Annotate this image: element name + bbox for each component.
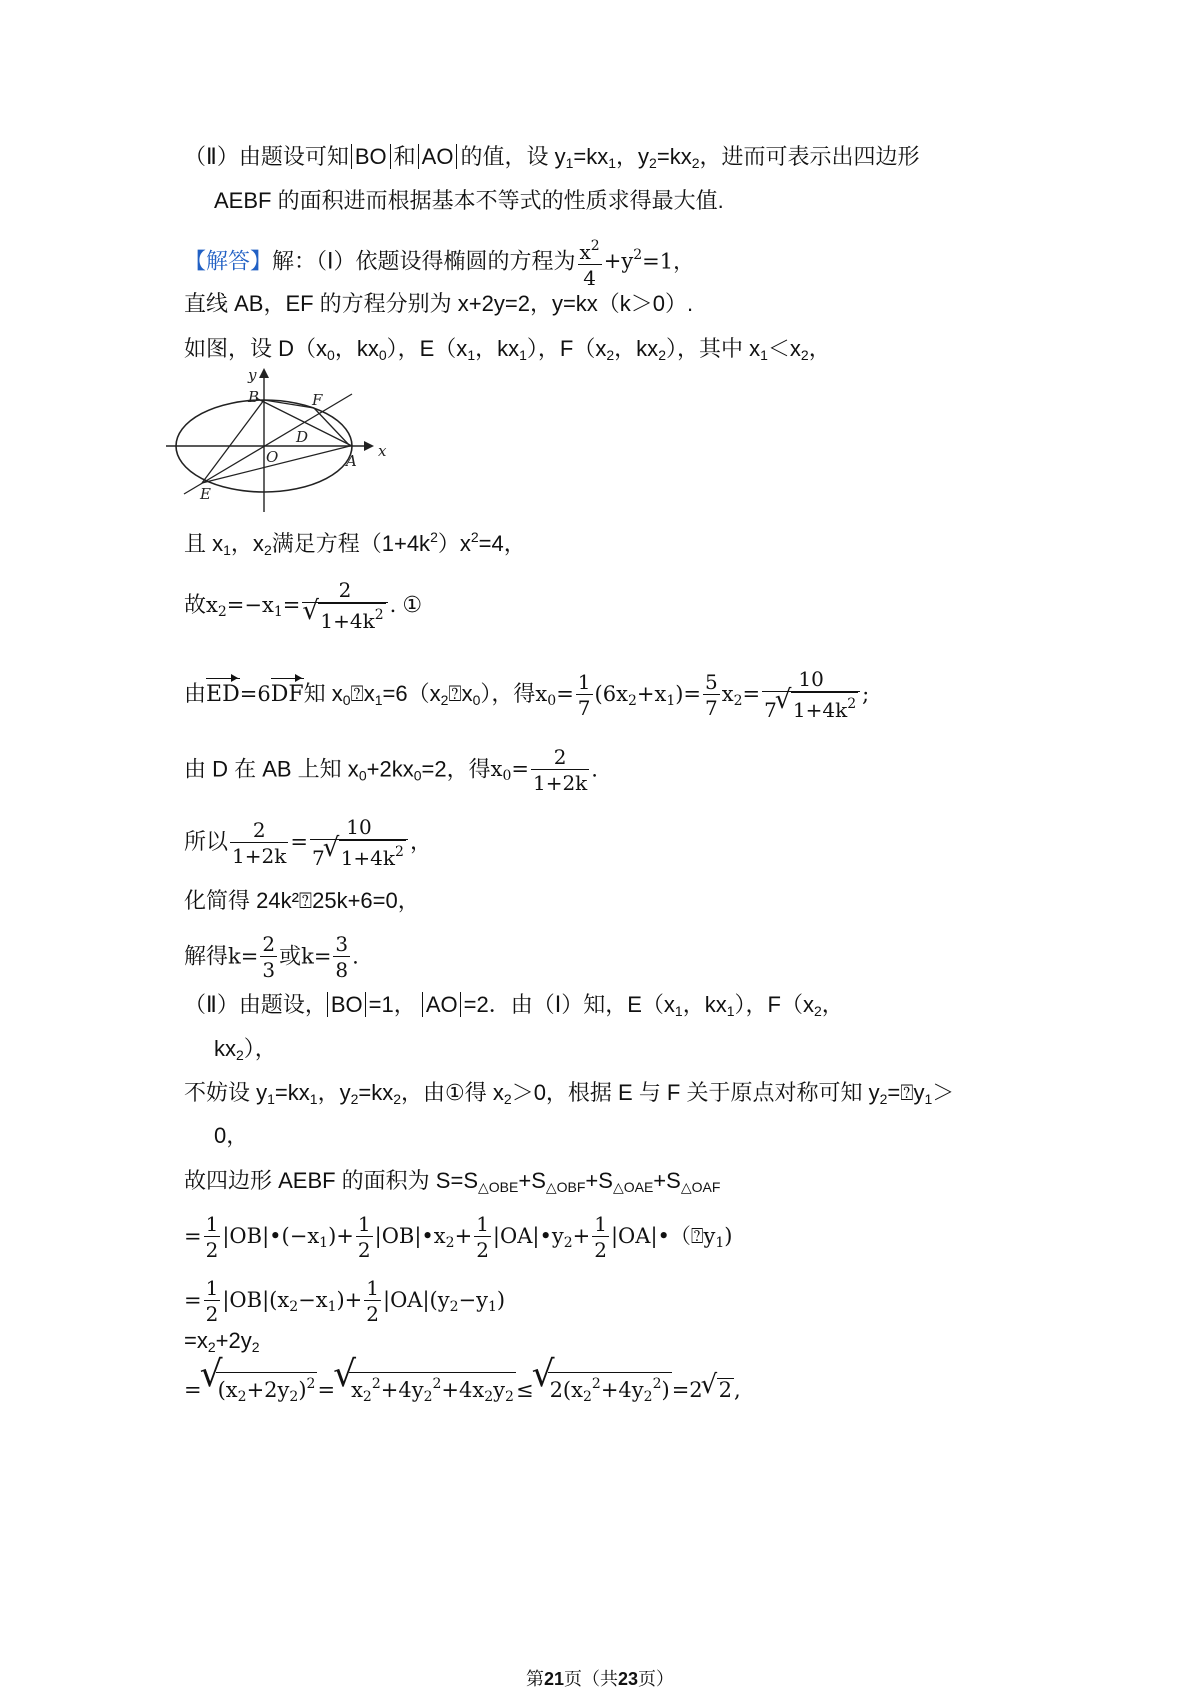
frac: $\frac{1}{2}$	[205, 1276, 219, 1326]
text: ，y	[616, 144, 650, 169]
text: +2kx	[366, 756, 414, 782]
text: BO	[351, 144, 387, 169]
label-x: x	[378, 442, 387, 460]
line-step3: $=x_2+2y_2$	[184, 1328, 260, 1355]
line-area: 故四边形 AEBF 的面积为 $S=S_{\triangle OBE}+S_{\triangle OBF}+S_{\triangle OAE}+S_{\triangle OAF}$	[184, 1168, 721, 1195]
frac: $\frac{2}{3}$	[262, 932, 276, 982]
text: AO	[418, 144, 454, 169]
ellipse-figure	[164, 364, 396, 514]
text: ，	[821, 992, 844, 1017]
page-footer	[0, 1665, 1200, 1691]
text: 化简得 24k²⍰25k+6=0，	[184, 888, 420, 913]
text: ，kx	[682, 992, 727, 1017]
text: 直线 AB，EF 的方程分别为 x+2y=2，y=kx（k＞0）.	[184, 291, 694, 316]
label-d: D	[296, 428, 309, 446]
line-step2: = $\frac{1}{2}$ $|OB|(x_2-x_1)+$ $\frac{1}{2}$ $|OA|(y_2-y_1)$	[184, 1276, 506, 1326]
text: ，	[808, 336, 831, 361]
text: ，进而可表示出四边形	[699, 144, 920, 169]
text: =kx	[274, 1080, 310, 1105]
text: △OBF	[545, 1179, 586, 1195]
text: 故四边形 AEBF 的面积为 S=S	[184, 1168, 478, 1193]
text: 页）	[638, 1669, 675, 1690]
y-arrow	[259, 368, 269, 378]
line-suoyi: 所以 $\frac{2}{1+2k}$ = $\frac{10}{7√ 1+4k^2}$ ，	[184, 815, 432, 871]
text: 且 x	[184, 531, 224, 556]
text: ＞	[932, 1080, 955, 1105]
text: ），其中 x	[665, 336, 761, 361]
frac: $\frac{1}{2}$	[357, 1212, 371, 1262]
text: 满足方程（1+4k	[271, 531, 431, 556]
text: =kx	[573, 144, 609, 169]
text: =kx	[358, 1080, 394, 1105]
text: =6（x	[382, 680, 441, 706]
line-huajian	[184, 886, 420, 916]
x-arrow	[364, 441, 374, 451]
text: △OBE	[478, 1179, 519, 1195]
text: ），得	[480, 680, 536, 706]
analysis-line-2	[214, 186, 724, 216]
text: ，kx	[334, 336, 379, 361]
text: =1，	[642, 249, 695, 274]
text: ），	[243, 1036, 277, 1061]
analysis-line-1: （Ⅱ）由题设可知 BO 和 AO 的值，设 $y_1=kx_1$，$y_2=kx_2$，进而可表示出四边形	[184, 144, 920, 171]
text: =⍰y	[887, 1080, 925, 1105]
label-y: y	[248, 366, 257, 384]
line-part2: （Ⅱ）由题设， BO =1， AO =2．由（Ⅰ）知，$E(x_1$，$kx_1$），$F(x_2$，	[184, 992, 844, 1019]
line-gu: 故$x_2=-x_1=$ 2 √ $1+4k^2$ . ①	[184, 578, 422, 634]
text: （Ⅱ）由题设可知	[184, 144, 349, 169]
frac: $\frac{10}{7√ 1+4k^2}$	[310, 815, 408, 871]
frac: $\frac{3}{8}$	[335, 932, 349, 982]
text: ），F（x	[526, 336, 607, 361]
text: ），E（x	[386, 336, 468, 361]
text: 由 D 在 AB 上知 x	[184, 756, 359, 782]
text: =2，得	[421, 756, 491, 782]
label-o: O	[266, 448, 279, 466]
line-you: 由ED=6DF知 $x_0⍰x_1=6(x_2⍰x_0)$，得$x_0=$ $\frac{1}{7}$ $(6x_2+x_1)=$ $\frac{5}{7}$ $x_2=$ $\frac{10}{7√ 1+4k^2}$ ;	[184, 667, 869, 723]
line-step1: = $\frac{1}{2}$ $|OB|•(-x_1)+$ $\frac{1}{2}$ $|OB|•x_2+$ $\frac{1}{2}$ $|OA|•y_2+$ $\frac{1}{2}$ $|OA|•(⍰y_1)$	[184, 1212, 733, 1262]
label-a: A	[346, 452, 357, 470]
text: 故	[184, 591, 207, 617]
solution-tag: 【解答】	[184, 248, 273, 274]
text: ＞0，根据 E 与 F 关于原点对称可知 y	[511, 1080, 880, 1105]
text: =2．由（Ⅰ）知，E（x	[460, 992, 675, 1017]
text: ），F（x	[734, 992, 814, 1017]
text: 0，	[214, 1123, 249, 1148]
text: ，x	[230, 531, 264, 556]
frac: $\frac{x^2}{4}$	[578, 234, 602, 291]
line-eb	[202, 400, 264, 483]
label-e: E	[200, 485, 211, 503]
text: 由	[184, 680, 207, 706]
line-ab	[184, 289, 693, 319]
line-d: 由 D 在 AB 上知 $x_0+2kx_0=2$，得$x_0=$ $\frac{2}{1+2k}$ .	[184, 745, 598, 795]
text: 页（共	[564, 1669, 618, 1690]
text: 或	[279, 943, 302, 969]
line-jiede: 解得k= $\frac{2}{3}$ 或k= $\frac{3}{8}$ .	[184, 932, 359, 982]
text: △OAE	[612, 1179, 654, 1195]
text: （Ⅱ）由题设，	[184, 992, 327, 1017]
text: 不妨设 y	[184, 1080, 268, 1105]
frac: $\frac{1}{2}$	[205, 1212, 219, 1262]
frac: $\frac{2}{1+2k}$	[232, 817, 287, 868]
frac: $\frac{1}{7}$	[577, 669, 591, 720]
text: =4，	[478, 531, 526, 556]
text: 解：（Ⅰ）依题设得椭圆的方程为	[272, 248, 576, 274]
frac: $\frac{1}{2}$	[366, 1276, 380, 1326]
text: ①	[402, 591, 423, 617]
text: ，由①得 x	[401, 1080, 504, 1105]
text: ＜x	[767, 336, 801, 361]
text: ⍰x	[448, 680, 473, 706]
label-b: B	[248, 388, 260, 406]
line-step4: =√ $(x_2+2y_2)^2=√$ $x_2^2+4y_2^2+4x_2y_2\le√$ $2(x_2^2+4y_2^2)=2√$ 2,	[184, 1372, 741, 1408]
frac: $\frac{1}{2}$	[594, 1212, 607, 1262]
solution-intro: 【解答】解：（Ⅰ）依题设得椭圆的方程为 $\frac{x^2}{4}$ $+y^2=1$，	[184, 234, 694, 291]
text: +2y	[215, 1328, 252, 1353]
text: ⍰x	[350, 680, 375, 706]
text: 解得	[184, 943, 229, 969]
text: △OAF	[680, 1179, 721, 1195]
line-bufang: 不妨设 $y_1=kx_1$，$y_2=kx_2$，由①得 $x_2>0$，根据 E 与 F 关于原点对称可知 $y_2=⍰y_1>$	[184, 1080, 955, 1107]
text: kx	[214, 1036, 236, 1061]
frac: 2 √ $1+4k^2$	[302, 578, 387, 634]
line-qie: 且 $x_1$，$x_2$满足方程$(1+4k^2)x^2=4$，	[184, 529, 526, 558]
text: 的值，设 y	[456, 144, 565, 169]
frac: $\frac{10}{7√ 1+4k^2}$	[762, 667, 860, 723]
text: AEBF 的面积进而根据基本不等式的性质求得最大值.	[214, 188, 724, 213]
text: 知 x	[303, 680, 343, 706]
text: 如图，设 D（x	[184, 336, 328, 361]
text: ，y	[317, 1080, 351, 1105]
text: 所以	[184, 828, 229, 854]
page-number: 21	[543, 1669, 564, 1689]
label-f: F	[312, 391, 323, 409]
text: =1，	[365, 992, 416, 1017]
text: =x	[184, 1328, 208, 1353]
frac: $\frac{5}{7}$	[705, 669, 718, 720]
frac: $\frac{2}{1+2k}$	[532, 745, 588, 795]
line-bufang-cont	[214, 1121, 248, 1151]
text: ，kx	[614, 336, 659, 361]
text: ）x	[437, 531, 471, 556]
page-total: 23	[618, 1669, 639, 1689]
text: =kx	[656, 144, 692, 169]
line-part2-cont: $kx_2$），	[214, 1036, 277, 1063]
text: =6	[239, 681, 271, 706]
text: ，kx	[475, 336, 520, 361]
line-ruting: 如图，设 $D(x_0$，$kx_0$），$E(x_1$，$kx_1$），$F(x_2$，$kx_2$），其中 $x_1<x_2$，	[184, 336, 831, 363]
frac: $\frac{1}{2}$	[476, 1212, 489, 1262]
text: 和	[390, 144, 416, 169]
text: 第	[525, 1669, 544, 1690]
